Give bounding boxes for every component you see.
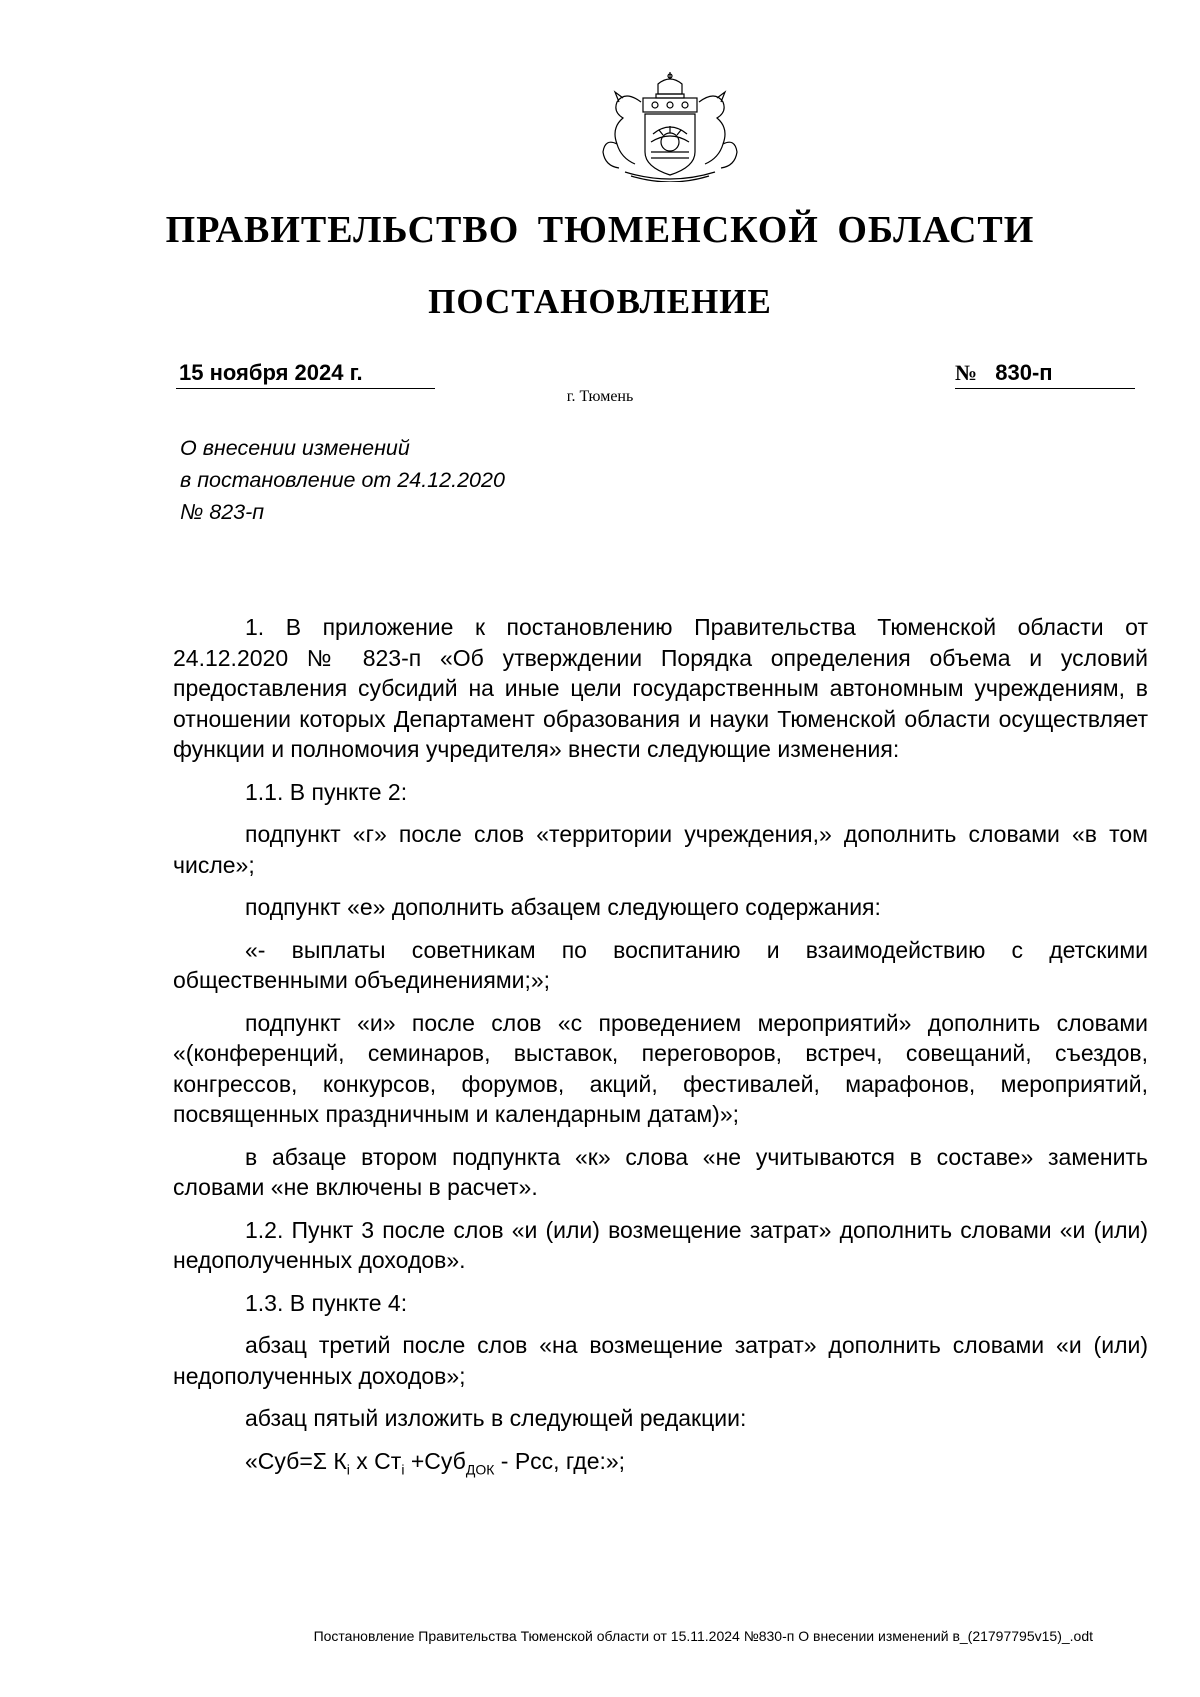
document-body: [173, 612, 1148, 1497]
paragraph: 1.2. Пункт 3 после слов «и (или) возмещение затрат» дополнить словами «и (или) недополученных доходов».: [173, 1216, 1148, 1273]
date-text: 15 ноября 2024 г.: [179, 360, 363, 385]
formula: [173, 1446, 1148, 1485]
formula-subscript: i: [346, 1461, 350, 1478]
subject-line: № 823-п: [180, 500, 265, 524]
paragraph: подпункт «и» после слов «с проведением мероприятий» дополнить словами «(конференций, семинаров, выставок, переговоров, встреч, совещаний, съездов, конгрессов, конкурсов, форумов, акций, фестивалей, марафонов, мероприятий, посвященных праздничным и календарным датам)»;: [173, 1009, 1148, 1127]
page-footer: Постановление Правительства Тюменской области от 15.11.2024 №830-п О внесении изменений в_(21797795v15)_.odt: [313, 1628, 1093, 1644]
paragraph: в абзаце втором подпункта «к» слова «не учитываются в составе» заменить словами «не включены в расчет».: [173, 1143, 1148, 1200]
document-number: [955, 360, 1135, 389]
coat-of-arms-emblem: [595, 72, 745, 182]
paragraph: 1.3. В пункте 4:: [245, 1289, 408, 1316]
paragraph: «- выплаты советникам по воспитанию и взаимодействию с детскими общественными объединениями;»;: [173, 936, 1148, 993]
number-sign: №: [955, 360, 978, 385]
formula-subscript: ДОК: [465, 1461, 495, 1478]
number-text: 830-п: [995, 360, 1053, 385]
government-title: ПРАВИТЕЛЬСТВО ТЮМЕНСКОЙ ОБЛАСТИ: [165, 209, 1035, 251]
subject-line: в постановление от 24.12.2020: [180, 468, 505, 492]
paragraph: подпункт «е» дополнить абзацем следующего содержания:: [245, 894, 881, 920]
formula-part: - Рсс, где:»;: [494, 1447, 626, 1474]
paragraph: подпункт «г» после слов «территории учреждения,» дополнить словами «в том числе»;: [173, 821, 1148, 878]
paragraph: абзац третий после слов «на возмещение затрат» дополнить словами «и (или) недополученных доходов»;: [173, 1332, 1148, 1389]
formula-subscript: i: [401, 1461, 405, 1478]
city: г. Тюмень: [566, 388, 634, 405]
formula-part: «Суб=Σ К: [245, 1447, 347, 1474]
document-subject: [180, 432, 505, 528]
subject-line: О внесении изменений: [180, 436, 410, 460]
paragraph: абзац пятый изложить в следующей редакции:: [245, 1405, 747, 1431]
formula-part: х Ст: [349, 1447, 402, 1474]
paragraph: 1. В приложение к постановлению Правительства Тюменской области от 24.12.2020 № 823-п «Об утверждении Порядка определения объема и условий предоставления субсидий на иные цели государственным автономным учреждениям, в отношении которых Департамент образования и науки Тюменской области осуществляет функции и полномочия учредителя» внести следующие изменения:: [173, 614, 1148, 762]
paragraph: 1.1. В пункте 2:: [245, 778, 408, 805]
formula-part: +Суб: [404, 1447, 466, 1474]
document-type: ПОСТАНОВЛЕНИЕ: [428, 282, 772, 321]
document-date: [176, 360, 435, 389]
